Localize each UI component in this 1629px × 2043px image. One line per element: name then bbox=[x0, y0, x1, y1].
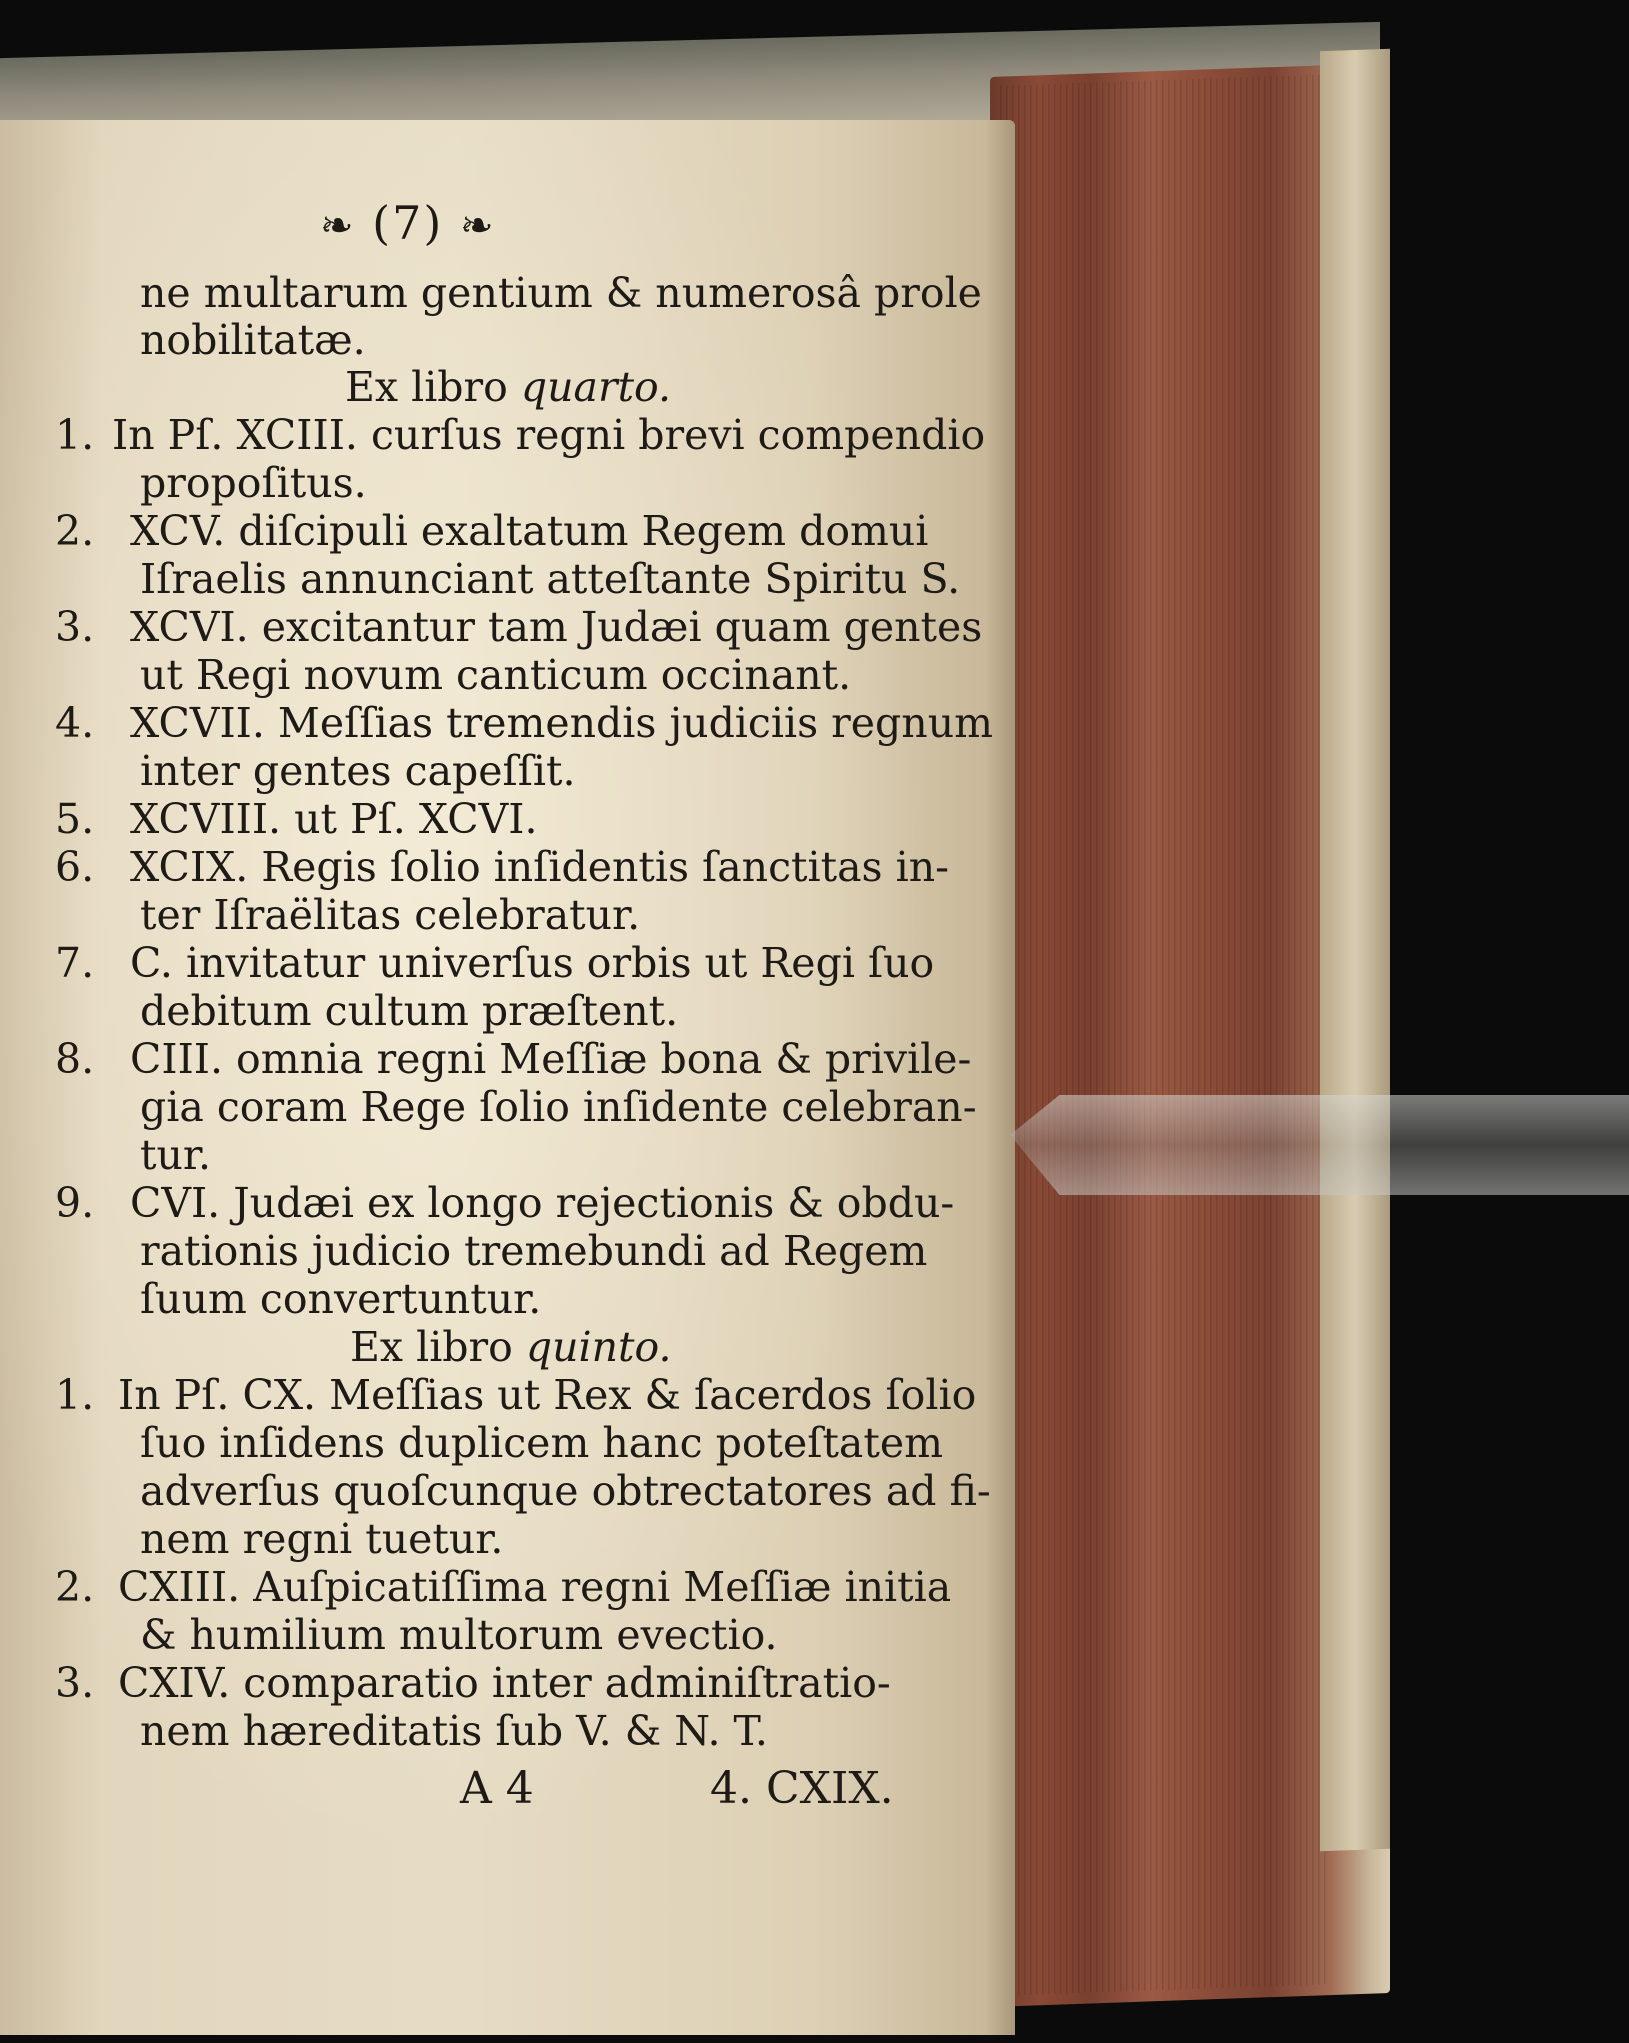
catchword: 4. CXIX. bbox=[710, 1763, 894, 1814]
section-heading: Ex libro quinto. bbox=[350, 1323, 672, 1371]
page-number: (7) bbox=[372, 196, 444, 250]
text-line: nem regni tuetur. bbox=[140, 1515, 504, 1563]
page-header bbox=[320, 196, 496, 251]
text-line: nem hæreditatis ſub V. & N. T. bbox=[140, 1707, 768, 1755]
signature-mark: A 4 bbox=[460, 1763, 534, 1814]
item-number: 1. bbox=[55, 1371, 95, 1419]
text-line: nobilitatæ. bbox=[140, 316, 366, 364]
text-line: In Pſ. XCIII. curſus regni brevi compendio bbox=[112, 411, 986, 459]
text-line: tur. bbox=[140, 1131, 212, 1179]
item-number: 3. bbox=[55, 1659, 95, 1707]
book-cover-edge bbox=[1320, 49, 1390, 1851]
section-heading: Ex libro quarto. bbox=[345, 363, 672, 411]
bookmark-tab bbox=[1010, 1095, 1629, 1195]
text-line: ne multarum gentium & numerosâ prole bbox=[140, 269, 982, 317]
text-line: CXIII. Auſpicatiſſima regni Meſſiæ initia bbox=[118, 1563, 952, 1611]
text-line: XCV. diſcipuli exaltatum Regem domui bbox=[130, 507, 929, 555]
text-line: ter Iſraëlitas celebratur. bbox=[140, 891, 641, 939]
book-page bbox=[0, 120, 1015, 2035]
item-number: 4. bbox=[55, 699, 95, 747]
item-number: 2. bbox=[55, 1563, 95, 1611]
text-line: ſuum convertuntur. bbox=[140, 1275, 542, 1323]
text-line: rationis judicio tremebundi ad Regem bbox=[140, 1227, 928, 1275]
left-ornament-icon: ❧ bbox=[320, 203, 356, 250]
page-text bbox=[0, 120, 1015, 2035]
text-line: gia coram Rege ſolio inſidente celebran- bbox=[140, 1083, 977, 1131]
text-line: debitum cultum præſtent. bbox=[140, 987, 679, 1035]
text-line: XCIX. Regis ſolio inſidentis ſanctitas in- bbox=[130, 843, 949, 891]
text-line: XCVII. Meſſias tremendis judiciis regnum bbox=[130, 699, 993, 747]
item-number: 3. bbox=[55, 603, 95, 651]
text-line: Iſraelis annunciant atteſtante Spiritu S. bbox=[140, 555, 961, 603]
item-number: 7. bbox=[55, 939, 95, 987]
item-number: 8. bbox=[55, 1035, 95, 1083]
page-edges bbox=[1000, 74, 1330, 1996]
text-line: inter gentes capeſſit. bbox=[140, 747, 576, 795]
text-line: CIII. omnia regni Meſſiæ bona & privile- bbox=[130, 1035, 972, 1083]
text-line: CVI. Judæi ex longo rejectionis & obdu- bbox=[130, 1179, 955, 1227]
text-line: ſuo inſidens duplicem hanc poteſtatem bbox=[140, 1419, 943, 1467]
item-number: 6. bbox=[55, 843, 95, 891]
item-number: 9. bbox=[55, 1179, 95, 1227]
text-line: XCVIII. ut Pſ. XCVI. bbox=[130, 795, 538, 843]
right-ornament-icon: ❧ bbox=[459, 203, 496, 250]
text-line: adverſus quoſcunque obtrectatores ad fi- bbox=[140, 1467, 991, 1515]
text-line: In Pſ. CX. Meſſias ut Rex & ſacerdos ſolio bbox=[118, 1371, 977, 1419]
text-line: XCVI. excitantur tam Judæi quam gentes bbox=[130, 603, 983, 651]
text-line: C. invitatur univerſus orbis ut Regi ſuo bbox=[130, 939, 935, 987]
text-line: & humilium multorum evectio. bbox=[140, 1611, 778, 1659]
text-line: CXIV. comparatio inter adminiſtratio- bbox=[118, 1659, 891, 1707]
item-number: 1. bbox=[55, 411, 95, 459]
text-line: propoſitus. bbox=[140, 459, 367, 507]
text-line: ut Regi novum canticum occinant. bbox=[140, 651, 852, 699]
item-number: 2. bbox=[55, 507, 95, 555]
item-number: 5. bbox=[55, 795, 95, 843]
